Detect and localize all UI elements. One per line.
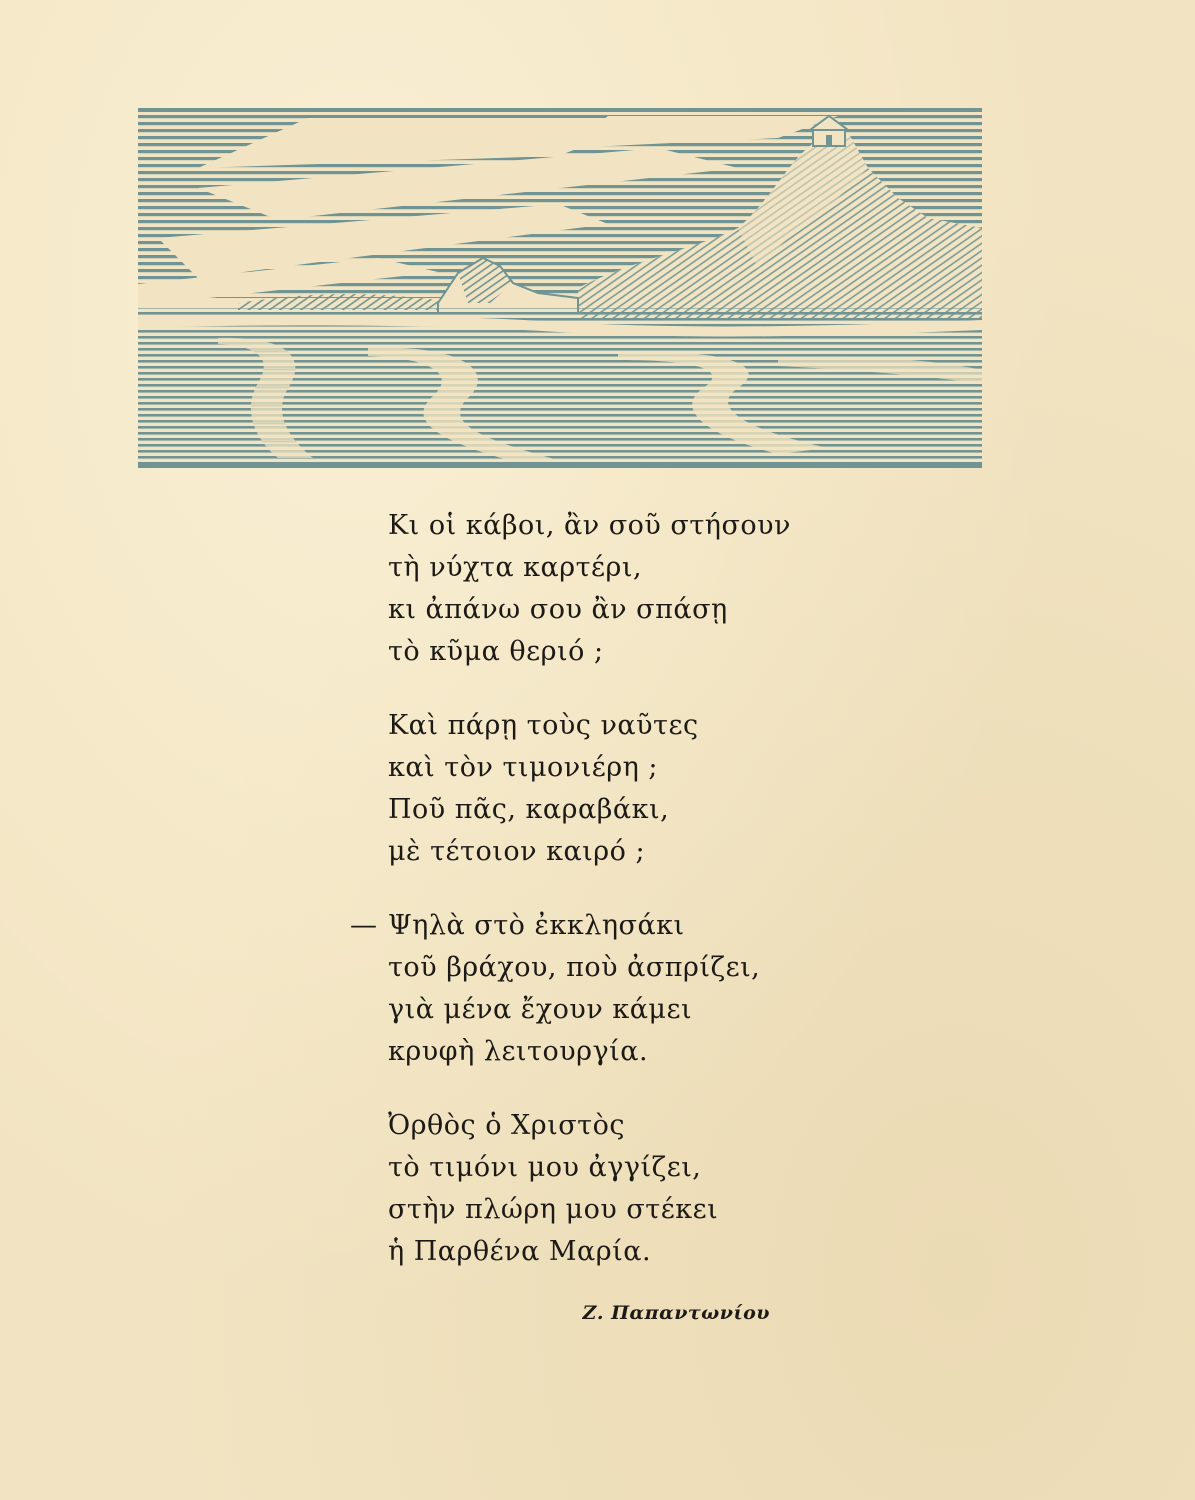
poem [350,505,791,1305]
seascape-woodcut-illustration [138,108,982,468]
stanza-2 [388,705,791,873]
poem-line: στὴν πλώρη μου στέκει [388,1194,719,1225]
poem-line: Ὀρθὸς ὁ Χριστὸς [388,1110,625,1141]
stanza-4 [388,1105,791,1273]
poem-line: τοῦ βράχου, ποὺ ἀσπρίζει, [388,952,761,983]
poem-line-with-dash [350,905,791,947]
poem-line: καὶ τὸν τιμονιέρη ; [388,752,659,783]
poem-line: ἡ Παρθένα Μαρία. [388,1236,652,1267]
dialogue-dash: — [350,910,378,941]
poem-line: τὸ κῦμα θεριό ; [388,636,604,667]
poem-line: Ποῦ πᾶς, καραβάκι, [388,794,670,825]
poem-line: Καὶ πάρῃ τοὺς ναῦτες [388,710,699,741]
stanza-1 [388,505,791,673]
poem-line: Ψηλὰ στὸ ἐκκλησάκι [388,910,685,941]
poem-line: Κι οἱ κάβοι, ἂν σοῦ στήσουν [388,510,791,541]
poem-line: τὴ νύχτα καρτέρι, [388,552,643,583]
stanza-3 [350,905,791,1073]
poem-line: μὲ τέτοιον καιρό ; [388,836,646,867]
poem-line: γιὰ μένα ἔχουν κάμει [388,994,693,1025]
poem-line: κι ἀπάνω σου ἂν σπάσῃ [388,594,728,625]
author-signature: Ζ. Παπαντωνίου [582,1302,770,1324]
poem-line: τὸ τιμόνι μου ἀγγίζει, [388,1152,702,1183]
poem-line: κρυφὴ λειτουργία. [388,1036,649,1067]
